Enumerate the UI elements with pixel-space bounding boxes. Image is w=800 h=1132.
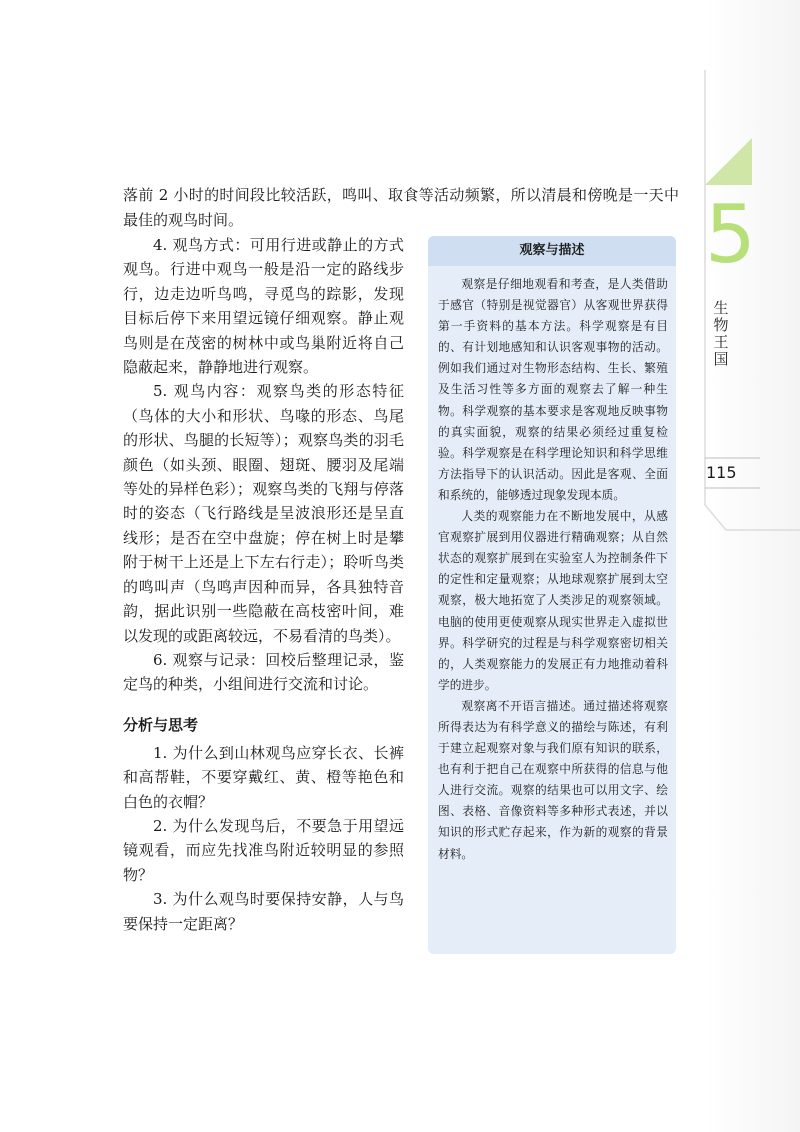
tab-corner-fold [705, 138, 752, 185]
sidebar-title: 观察与描述 [428, 236, 676, 266]
chapter-title [710, 300, 732, 368]
intro-paragraph: 落前 2 小时的时间段比较活跃，鸣叫、取食等活动频繁，所以清晨和傍晚是一天中最佳的观鸟时间。 [123, 186, 679, 229]
question-item: 1. 为什么到山林观鸟应穿长衣、长裤和高帮鞋，不要穿戴红、黄、橙等艳色和白色的衣帽？ [123, 743, 404, 811]
observation-sidebar-box [428, 236, 676, 954]
chapter-number: 5 [705, 188, 756, 281]
sidebar-paragraph: 人类的观察能力在不断地发展中，从感官观察扩展到用仪器进行精确观察；从自然状态的观察扩展到在实验室人为控制条件下的定性和定量观察；从地球观察扩展到太空观察，极大地拓宽了人类涉足的观察领域。电脑的使用更使观察从现实世界走入虚拟世界。科学研究的过程是与科学观察密切相关的，人类观察能力的发展正有力地推动着科学的进步。 [438, 509, 668, 692]
page-number: 115 [706, 463, 737, 482]
item-observation-record: 6. 观察与记录：回校后整理记录，鉴定鸟的种类，小组间进行交流和讨论。 [123, 650, 404, 694]
item-observation-method: 4. 观鸟方式：可用行进或静止的方式观鸟。行进中观鸟一般是沿一定的路线步行，边走边听鸟鸣，寻觅鸟的踪影，发现目标后停下来用望远镜仔细观察。静止观鸟则是在茂密的树林中或鸟巢附近将自己隐蔽起来，静静地进行观察。 [123, 236, 404, 377]
question-item: 3. 为什么观鸟时要保持安静，人与鸟要保持一定距离？ [123, 890, 404, 933]
intro-text [123, 183, 679, 232]
question-item: 2. 为什么发现鸟后，不要急于用望远镜观看，而应先找准鸟附近较明显的参照物？ [123, 816, 404, 884]
side-tab-shape [700, 0, 800, 1132]
left-column [123, 233, 404, 936]
chapter-title-char: 物 [713, 316, 729, 334]
chapter-title-char: 生 [713, 299, 729, 317]
sidebar-paragraph: 观察是仔细地观看和考查，是人类借助于感官（特别是视觉器官）从客观世界获得第一手资料的基本方法。科学观察是有目的、有计划地感知和认识客观事物的活动。例如我们通过对生物形态结构、生长、繁殖及生活习性等多方面的观察去了解一种生物。科学观察的基本要求是客观地反映事物的真实面貌，观察的结果必须经过重复检验。科学观察是在科学理论知识和科学思维方法指导下的认识活动。因此是客观、全面和系统的，能够透过现象发现本质。 [438, 277, 668, 502]
analysis-heading: 分析与思考 [123, 715, 199, 734]
chapter-side-tab [700, 0, 800, 1132]
item-observation-content: 5. 观鸟内容：观察鸟类的形态特征（鸟体的大小和形状、鸟喙的形态、鸟尾的形状、鸟腿的长短等）；观察鸟类的羽毛颜色（如头颈、眼圈、翅斑、腰羽及尾端等处的异样色彩）；观察鸟类的飞翔与停落时的姿态（飞行路线是呈波浪形还是呈直线形；是否在空中盘旋；停在树上时是攀附于树干上还是上下左右行走）；聆听鸟类的鸣叫声（鸟鸣声因种而异，各具独特音韵，据此识别一些隐蔽在高枝密叶间，难以发现的或距离较远，不易看清的鸟类）。 [123, 382, 404, 645]
sidebar-body [438, 274, 668, 865]
chapter-title-char: 王 [713, 333, 729, 351]
sidebar-paragraph: 观察离不开语言描述。通过描述将观察所得表达为有科学意义的描绘与陈述，有利于建立起观察对象与我们原有知识的联系，也有利于把自己在观察中所获得的信息与他人进行交流。观察的结果也可以用文字、绘图、表格、音像资料等多种形式表述，并以知识的形式贮存起来，作为新的观察的背景材料。 [438, 698, 668, 861]
chapter-title-char: 国 [713, 350, 729, 368]
